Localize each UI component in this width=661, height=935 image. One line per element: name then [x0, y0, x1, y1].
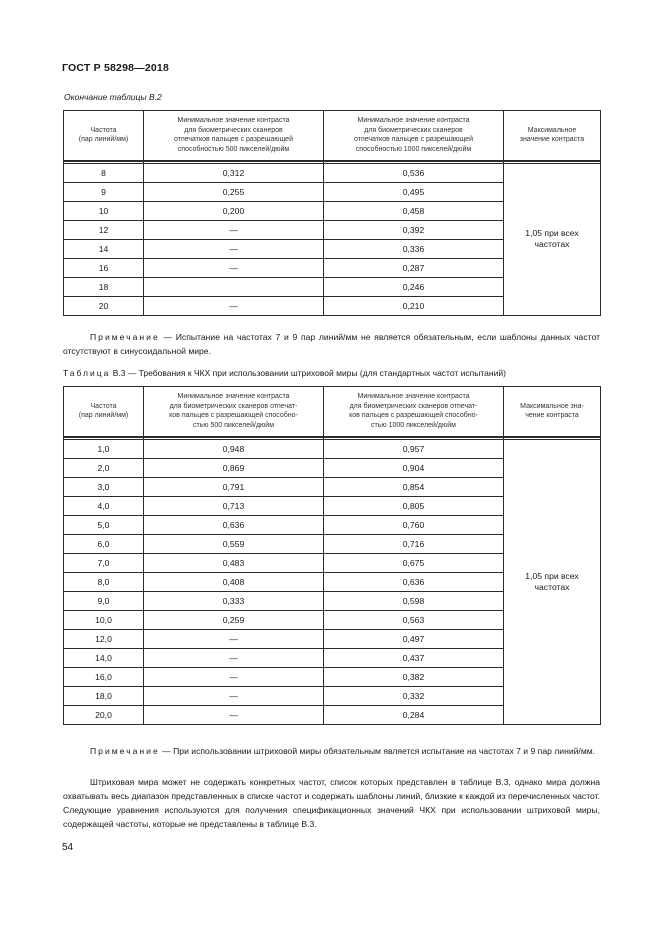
contrast-500-cell: — — [144, 629, 324, 648]
table-row — [64, 163, 601, 182]
note-text: — При использовании штриховой миры обязательным является испытание на частотах 7 и 9 пар линий/мм. — [159, 746, 596, 756]
contrast-1000-cell: 0,392 — [324, 220, 504, 239]
contrast-1000-cell: 0,495 — [324, 182, 504, 201]
note-text: — Испытание на частотах 7 и 9 пар линий/мм не является обязательным, если шаблоны данных частот отсутствуют в синусоидальной мире. — [63, 332, 600, 356]
contrast-500-cell: — — [144, 258, 324, 277]
table-row — [64, 439, 601, 458]
frequency-cell: 2,0 — [64, 458, 144, 477]
contrast-500-cell: 0,636 — [144, 515, 324, 534]
column-header-max-contrast: Максимальное значение контраста — [504, 111, 601, 161]
contrast-500-cell: 0,200 — [144, 201, 324, 220]
max-contrast-cell: 1,05 при всех частотах — [504, 163, 601, 315]
contrast-1000-cell: 0,287 — [324, 258, 504, 277]
table-b2-caption: Окончание таблицы В.2 — [64, 92, 162, 102]
contrast-500-cell: — — [144, 296, 324, 315]
column-header-min-contrast-1000: Минимальное значение контраста для биометрических сканеров отпечатков пальцев с разрешающей способностью 1000 пикселей/дюйм — [324, 111, 504, 161]
contrast-500-cell: 0,791 — [144, 477, 324, 496]
frequency-cell: 18 — [64, 277, 144, 296]
contrast-500-cell: 0,259 — [144, 610, 324, 629]
frequency-cell: 16 — [64, 258, 144, 277]
frequency-cell: 1,0 — [64, 439, 144, 458]
contrast-1000-cell: 0,284 — [324, 705, 504, 724]
contrast-500-cell: — — [144, 220, 324, 239]
contrast-500-cell: 0,333 — [144, 591, 324, 610]
frequency-cell: 12,0 — [64, 629, 144, 648]
column-header-frequency: Частота (пар линий/мм) — [64, 111, 144, 161]
frequency-cell: 8,0 — [64, 572, 144, 591]
contrast-1000-cell: 0,437 — [324, 648, 504, 667]
contrast-1000-cell: 0,497 — [324, 629, 504, 648]
table-b3-caption-text: В.3 — Требования к ЧКХ при использовании штриховой миры (для стандартных частот испытаний) — [110, 368, 506, 378]
frequency-cell: 10,0 — [64, 610, 144, 629]
table-b3-note — [63, 744, 600, 758]
contrast-500-cell: 0,713 — [144, 496, 324, 515]
column-header-max-contrast: Максимальное зна- чение контраста — [504, 387, 601, 437]
frequency-cell: 4,0 — [64, 496, 144, 515]
contrast-1000-cell: 0,246 — [324, 277, 504, 296]
contrast-1000-cell: 0,382 — [324, 667, 504, 686]
contrast-1000-cell: 0,636 — [324, 572, 504, 591]
contrast-500-cell: — — [144, 239, 324, 258]
contrast-1000-cell: 0,904 — [324, 458, 504, 477]
frequency-cell: 20,0 — [64, 705, 144, 724]
table-b3-caption — [63, 368, 506, 378]
table-b3-caption-label: Таблица — [63, 368, 111, 378]
contrast-500-cell: 0,869 — [144, 458, 324, 477]
note-label: Примечание — [90, 746, 160, 756]
frequency-cell: 9,0 — [64, 591, 144, 610]
contrast-1000-cell: 0,458 — [324, 201, 504, 220]
contrast-1000-cell: 0,675 — [324, 553, 504, 572]
contrast-500-cell: 0,255 — [144, 182, 324, 201]
frequency-cell: 16,0 — [64, 667, 144, 686]
frequency-cell: 14,0 — [64, 648, 144, 667]
table-b2-note — [63, 330, 600, 358]
frequency-cell: 3,0 — [64, 477, 144, 496]
contrast-500-cell — [144, 277, 324, 296]
column-header-min-contrast-500: Минимальное значение контраста для биометрических сканеров отпечатков пальцев с разрешающей способностью 500 пикселей/дюйм — [144, 111, 324, 161]
frequency-cell: 8 — [64, 163, 144, 182]
table-b3 — [63, 386, 601, 725]
contrast-1000-cell: 0,536 — [324, 163, 504, 182]
contrast-1000-cell: 0,336 — [324, 239, 504, 258]
frequency-cell: 6,0 — [64, 534, 144, 553]
page-number: 54 — [62, 842, 74, 853]
frequency-cell: 20 — [64, 296, 144, 315]
contrast-500-cell: 0,559 — [144, 534, 324, 553]
frequency-cell: 10 — [64, 201, 144, 220]
contrast-1000-cell: 0,760 — [324, 515, 504, 534]
frequency-cell: 14 — [64, 239, 144, 258]
contrast-1000-cell: 0,957 — [324, 439, 504, 458]
contrast-500-cell: 0,312 — [144, 163, 324, 182]
standard-designation: ГОСТ Р 58298—2018 — [62, 62, 170, 74]
contrast-1000-cell: 0,598 — [324, 591, 504, 610]
contrast-500-cell: 0,483 — [144, 553, 324, 572]
contrast-1000-cell: 0,563 — [324, 610, 504, 629]
contrast-1000-cell: 0,854 — [324, 477, 504, 496]
frequency-cell: 7,0 — [64, 553, 144, 572]
frequency-cell: 9 — [64, 182, 144, 201]
frequency-cell: 12 — [64, 220, 144, 239]
contrast-1000-cell: 0,210 — [324, 296, 504, 315]
table-b2 — [63, 110, 601, 316]
contrast-1000-cell: 0,716 — [324, 534, 504, 553]
body-paragraph: Штриховая мира может не содержать конкретных частот, список которых представлен в таблице В.3, однако мира должна охватывать весь диапазон представленных в списке частот и содержать шаблоны линий, близкие к каждой из перечисленных частот. Следующие уравнения используются для получения спецификационных значений ЧКХ при использовании штриховой миры, содержащей частоты, которые не представлены в таблице В.3. — [63, 777, 600, 829]
note-label: Примечание — [90, 332, 160, 342]
column-header-frequency: Частота (пар линий/мм) — [64, 387, 144, 437]
contrast-500-cell: — — [144, 705, 324, 724]
contrast-500-cell: 0,948 — [144, 439, 324, 458]
max-contrast-cell: 1,05 при всех частотах — [504, 439, 601, 724]
contrast-500-cell: — — [144, 648, 324, 667]
contrast-500-cell: 0,408 — [144, 572, 324, 591]
column-header-min-contrast-1000: Минимальное значение контраста для биометрических сканеров отпечат- ков пальцев с разрешающей способно- стью 1000 пикселей/дюйм — [324, 387, 504, 437]
contrast-1000-cell: 0,332 — [324, 686, 504, 705]
contrast-500-cell: — — [144, 686, 324, 705]
frequency-cell: 5,0 — [64, 515, 144, 534]
frequency-cell: 18,0 — [64, 686, 144, 705]
contrast-500-cell: — — [144, 667, 324, 686]
column-header-min-contrast-500: Минимальное значение контраста для биометрических сканеров отпечат- ков пальцев с разрешающей способно- стью 500 пикселей/дюйм — [144, 387, 324, 437]
contrast-1000-cell: 0,805 — [324, 496, 504, 515]
